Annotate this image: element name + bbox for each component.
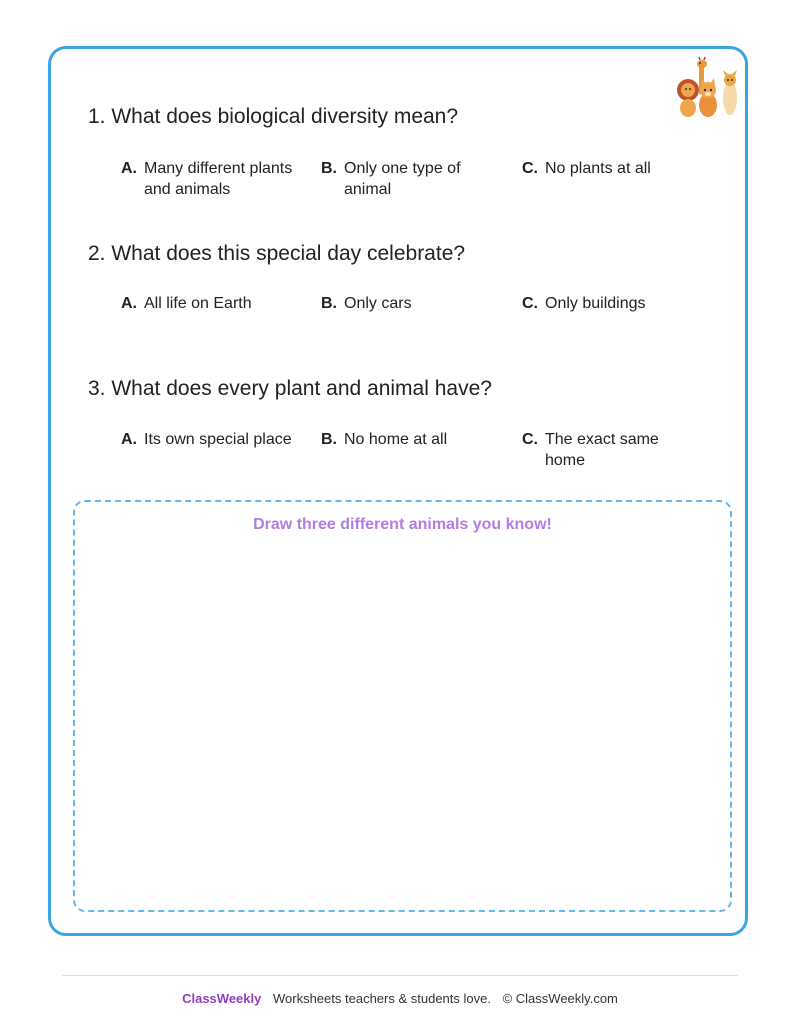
question-number: 2.	[88, 242, 106, 265]
question-2	[88, 242, 465, 266]
option-text: No plants at all	[545, 160, 651, 177]
option-text: Its own special place	[144, 431, 292, 448]
animal-mascots-icon	[676, 56, 740, 118]
option-3b[interactable]	[321, 429, 496, 450]
footer-brand: ClassWeekly	[182, 991, 262, 1006]
option-text: Many different plants and animals	[144, 160, 293, 198]
option-letter: C.	[522, 160, 538, 177]
drawing-prompt: Draw three different animals you know!	[253, 516, 552, 533]
footer-tagline: Worksheets teachers & students love.	[272, 991, 491, 1006]
option-2b[interactable]	[321, 293, 496, 314]
option-letter: B.	[321, 431, 337, 448]
option-letter: C.	[522, 295, 538, 312]
option-text: Only one type of animal	[344, 160, 461, 198]
question-3	[88, 377, 492, 401]
option-text: No home at all	[344, 431, 448, 448]
option-1b[interactable]	[321, 158, 496, 200]
option-text: The exact same home	[545, 431, 659, 469]
meerkat-icon	[723, 70, 737, 115]
lion-icon	[677, 79, 699, 117]
option-1a[interactable]	[121, 158, 311, 200]
footer-copyright: © ClassWeekly.com	[502, 991, 618, 1006]
option-letter: B.	[321, 295, 337, 312]
option-letter: A.	[121, 295, 137, 312]
option-letter: B.	[321, 160, 337, 177]
option-text: All life on Earth	[144, 295, 252, 312]
question-number: 1.	[88, 105, 106, 128]
question-number: 3.	[88, 377, 106, 400]
question-text: What does this special day celebrate?	[111, 242, 466, 265]
option-3a[interactable]	[121, 429, 311, 450]
option-text: Only buildings	[545, 295, 646, 312]
option-letter: A.	[121, 431, 137, 448]
option-text: Only cars	[344, 295, 412, 312]
footer	[0, 991, 800, 1006]
question-1	[88, 105, 458, 129]
drawing-area[interactable]	[73, 500, 732, 912]
option-2c[interactable]	[522, 293, 697, 314]
question-text: What does every plant and animal have?	[111, 377, 492, 400]
option-1c[interactable]	[522, 158, 697, 179]
footer-divider	[62, 975, 738, 976]
option-letter: A.	[121, 160, 137, 177]
option-3c[interactable]	[522, 429, 697, 471]
question-text: What does biological diversity mean?	[111, 105, 459, 128]
option-letter: C.	[522, 431, 538, 448]
option-2a[interactable]	[121, 293, 311, 314]
cat-icon	[699, 78, 717, 117]
